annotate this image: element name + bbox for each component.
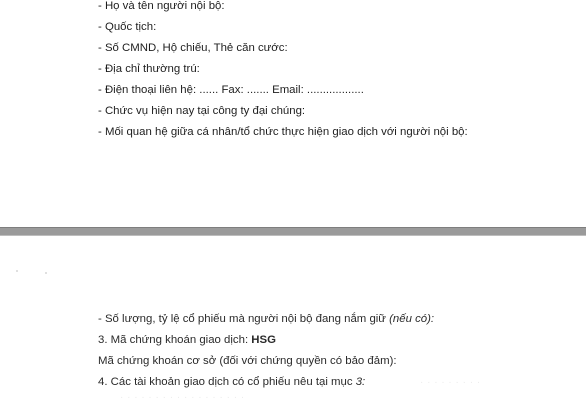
- nationality-line: - Quốc tịch:: [98, 21, 157, 33]
- security-code-line: [98, 330, 434, 351]
- current-position-line: - Chức vụ hiện nay tại công ty đại chúng:: [98, 105, 306, 117]
- contact-line: - Điện thoại liên hệ: ...... Fax: ....... Email: ..................: [98, 84, 364, 96]
- trading-accounts-ref: 3:: [355, 376, 366, 388]
- document-page-bottom: [0, 236, 586, 405]
- relationship-line: - Mối quan hệ giữa cá nhân/tổ chức thực hiện giao dịch với người nội bộ:: [98, 126, 468, 138]
- scan-speck: [16, 270, 18, 272]
- trading-accounts-text: 4. Các tài khoản giao dịch có cổ phiếu nêu tại mục: [98, 376, 356, 388]
- shares-held-text: - Số lượng, tỷ lệ cổ phiếu mà người nội bộ đang nắm giữ: [98, 313, 390, 325]
- trading-accounts-line: [98, 372, 434, 393]
- personal-info-list: [98, 0, 468, 143]
- bleed-through-text: · · · · · · · · ·: [420, 377, 481, 388]
- bleed-through-text: · · · · · · · · · · · · · · · · · ·: [120, 392, 245, 403]
- page-separator: [0, 227, 586, 236]
- security-code-label: 3. Mã chứng khoán giao dịch:: [98, 334, 252, 346]
- permanent-address-line: - Địa chỉ thường trú:: [98, 63, 200, 75]
- shares-held-line: [98, 309, 434, 330]
- underlying-code-line: Mã chứng khoán cơ sở (đối với chứng quyền có bảo đảm):: [98, 355, 397, 367]
- shares-held-note: (nếu có):: [389, 313, 435, 325]
- id-document-line: - Số CMND, Hộ chiếu, Thẻ căn cước:: [98, 42, 288, 54]
- security-code-value: HSG: [251, 334, 276, 346]
- trading-info-list: [98, 309, 434, 393]
- full-name-line: - Họ và tên người nội bộ:: [98, 0, 225, 12]
- scan-speck: [45, 272, 47, 274]
